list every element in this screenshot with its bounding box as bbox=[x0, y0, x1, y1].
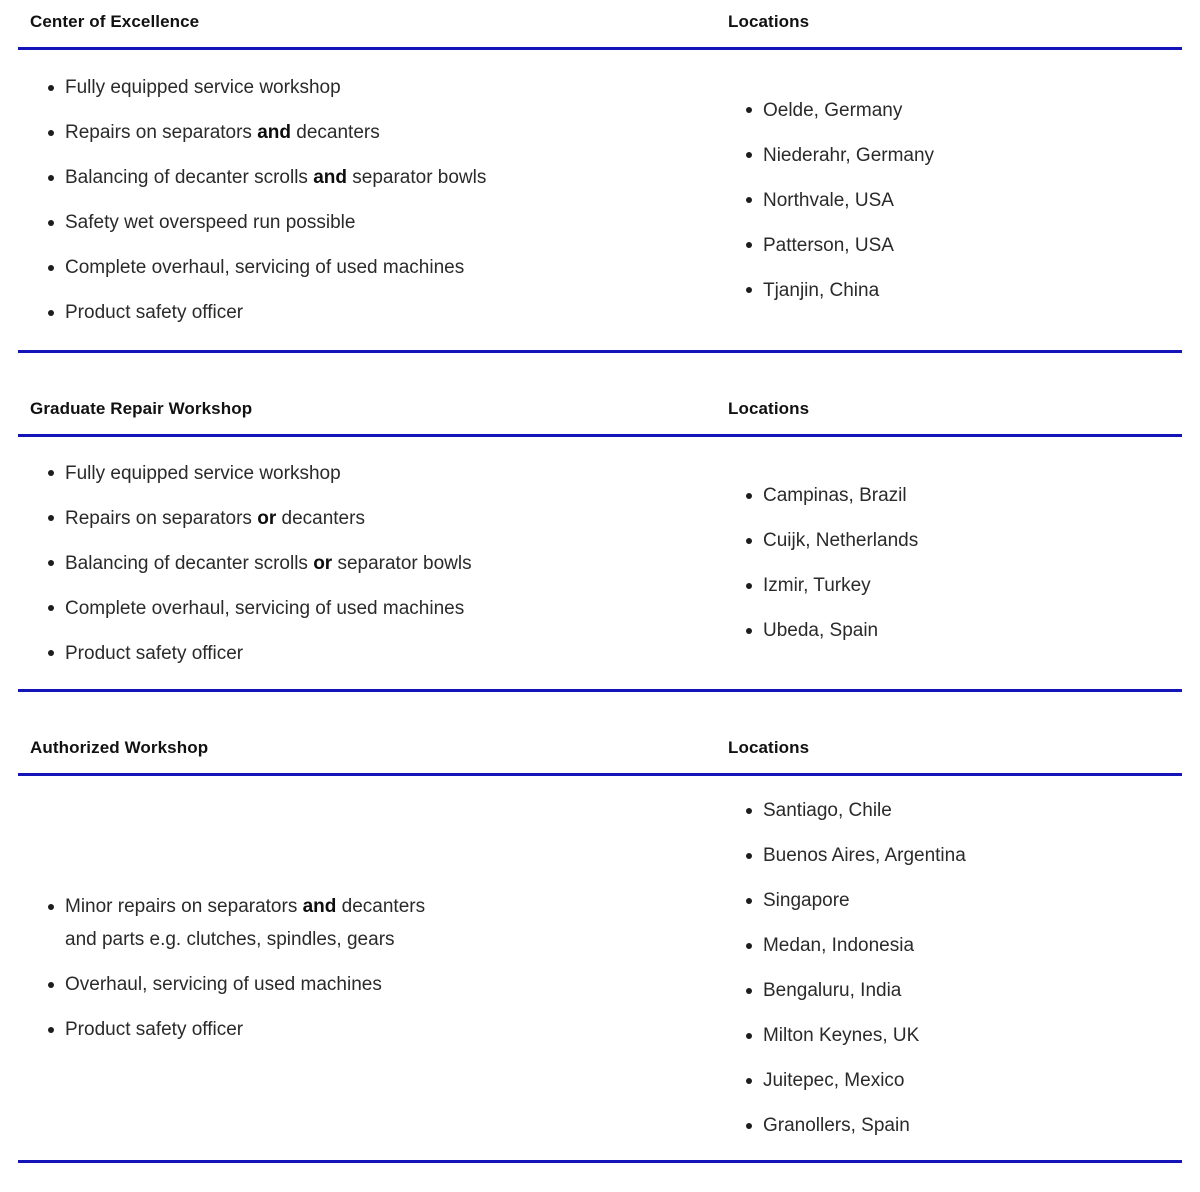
location-item: Granollers, Spain bbox=[746, 1109, 966, 1142]
feature-item: Repairs on separators or decanters bbox=[48, 502, 472, 535]
locations-column-title: Locations bbox=[727, 12, 810, 31]
feature-item: Safety wet overspeed run possible bbox=[48, 206, 486, 239]
location-item: Ubeda, Spain bbox=[746, 614, 918, 647]
features-cell bbox=[18, 776, 710, 1160]
feature-item: Repairs on separators and decanters bbox=[48, 116, 486, 149]
section-header-row bbox=[18, 11, 1182, 50]
location-item: Campinas, Brazil bbox=[746, 479, 918, 512]
feature-item: Fully equipped service workshop bbox=[48, 457, 472, 490]
features-cell bbox=[18, 437, 710, 689]
section-header-cell bbox=[18, 737, 710, 759]
locations-header-cell bbox=[710, 398, 1182, 420]
locations-header-cell bbox=[710, 737, 1182, 759]
features-list bbox=[30, 71, 486, 329]
feature-item: Minor repairs on separators and decanters and parts e.g. clutches, spindles, gears bbox=[48, 890, 425, 956]
locations-cell bbox=[710, 776, 1182, 1160]
feature-item: Balancing of decanter scrolls or separator bowls bbox=[48, 547, 472, 580]
location-item: Cuijk, Netherlands bbox=[746, 524, 918, 557]
feature-item: Fully equipped service workshop bbox=[48, 71, 486, 104]
location-item: Juitepec, Mexico bbox=[746, 1064, 966, 1097]
locations-cell bbox=[710, 437, 1182, 689]
section-header-cell bbox=[18, 398, 710, 420]
section-body-row bbox=[18, 776, 1182, 1163]
section-header-row bbox=[18, 398, 1182, 437]
locations-column-title: Locations bbox=[727, 399, 810, 418]
location-item: Izmir, Turkey bbox=[746, 569, 918, 602]
feature-item: Product safety officer bbox=[48, 1013, 425, 1046]
location-item: Patterson, USA bbox=[746, 229, 934, 262]
feature-item: Complete overhaul, servicing of used machines bbox=[48, 251, 486, 284]
feature-item: Complete overhaul, servicing of used machines bbox=[48, 592, 472, 625]
section-title: Graduate Repair Workshop bbox=[30, 399, 253, 418]
location-item: Niederahr, Germany bbox=[746, 139, 934, 172]
locations-list bbox=[728, 479, 918, 647]
feature-item: Product safety officer bbox=[48, 637, 472, 670]
location-item: Santiago, Chile bbox=[746, 794, 966, 827]
location-item: Bengaluru, India bbox=[746, 974, 966, 1007]
section-header-cell bbox=[18, 11, 710, 33]
features-list bbox=[30, 890, 425, 1046]
feature-item: Balancing of decanter scrolls and separator bowls bbox=[48, 161, 486, 194]
location-item: Northvale, USA bbox=[746, 184, 934, 217]
section-body-row bbox=[18, 437, 1182, 692]
section-authorized-workshop bbox=[18, 737, 1182, 1163]
location-item: Medan, Indonesia bbox=[746, 929, 966, 962]
locations-list bbox=[728, 94, 934, 307]
locations-column-title: Locations bbox=[727, 738, 810, 757]
locations-cell bbox=[710, 50, 1182, 350]
locations-list bbox=[728, 794, 966, 1142]
location-item: Milton Keynes, UK bbox=[746, 1019, 966, 1052]
section-body-row bbox=[18, 50, 1182, 353]
location-item: Oelde, Germany bbox=[746, 94, 934, 127]
section-center-of-excellence bbox=[18, 11, 1182, 353]
location-item: Singapore bbox=[746, 884, 966, 917]
section-title: Center of Excellence bbox=[30, 12, 200, 31]
location-item: Tjanjin, China bbox=[746, 274, 934, 307]
features-cell bbox=[18, 50, 710, 350]
locations-header-cell bbox=[710, 11, 1182, 33]
features-list bbox=[30, 457, 472, 670]
section-graduate-repair-workshop bbox=[18, 398, 1182, 692]
section-title: Authorized Workshop bbox=[30, 738, 209, 757]
section-header-row bbox=[18, 737, 1182, 776]
feature-item: Overhaul, servicing of used machines bbox=[48, 968, 425, 1001]
location-item: Buenos Aires, Argentina bbox=[746, 839, 966, 872]
feature-item: Product safety officer bbox=[48, 296, 486, 329]
